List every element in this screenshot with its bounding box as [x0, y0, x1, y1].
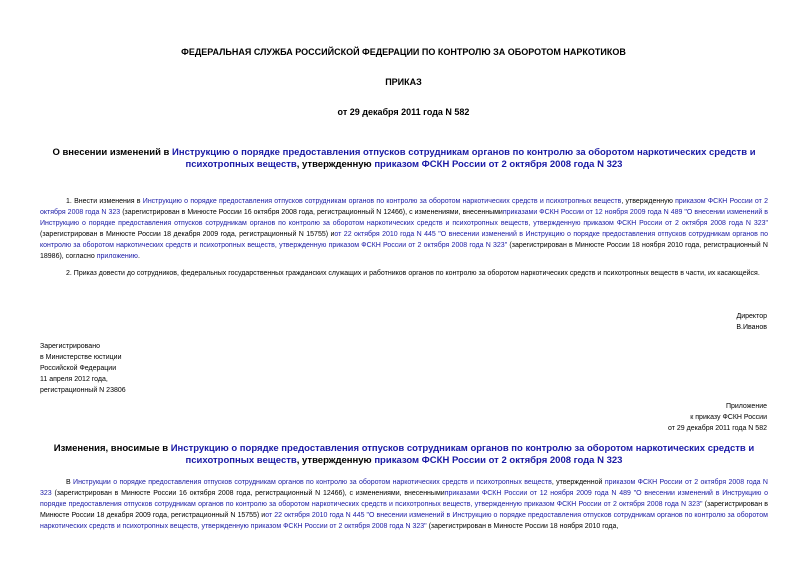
doc-date: от 29 декабря 2011 года N 582 [337, 107, 470, 117]
doc-type-heading: ПРИКАЗ [385, 77, 422, 87]
p1-link-order-445[interactable]: от 22 октября 2010 года N 445 "О внесении изменений в Инструкцию о порядке предоставления отпусков сотрудникам органов по контролю за оборотом наркотических средств и психотропных веществ, утвержденную приказом ФСКН России от 2 октября 2008 года N 323" [40, 231, 768, 249]
signature-name: В.Иванов [736, 324, 767, 331]
registration-line: 11 апреля 2012 года, [40, 376, 108, 383]
appendix-block [668, 401, 767, 434]
p3-text-4: (зарегистрирован в Минюсте России 18 декабря 2009 года, регистрационный N 15755) и [40, 501, 768, 519]
registration-line: в Министерстве юстиции [40, 354, 122, 361]
agency-heading: ФЕДЕРАЛЬНАЯ СЛУЖБА РОССИЙСКОЙ ФЕДЕРАЦИИ ПО КОНТРОЛЮ ЗА ОБОРОТОМ НАРКОТИКОВ [181, 47, 626, 57]
appendix-title [40, 443, 768, 467]
title-link-instruction[interactable]: Инструкцию о порядке предоставления отпусков сотрудникам органов по контролю за оборотом наркотических средств и психотропных веществ [172, 147, 756, 170]
p3-text-3: (зарегистрирован в Минюсте России 16 октября 2008 года, регистрационный N 12466), с изменениями, внесенными [51, 490, 445, 497]
p1-link-order-489[interactable]: приказами ФСКН России от 12 ноября 2009 года N 489 "О внесении изменений в Инструкцию о порядке предоставления отпусков сотрудникам органов по контролю за оборотом наркотических средств и психотропных веществ, утвержденную приказом ФСКН России от 2 октября 2008 года N 323" [40, 209, 768, 227]
p1-text-5: (зарегистрирован в Минюсте России 18 ноября 2010 года, регистрационный N 18986), согласно [40, 242, 768, 260]
p3-text-5: (зарегистрирован в Минюсте России 18 ноября 2010 года, [426, 523, 619, 530]
title2-link-instruction[interactable]: Инструкцию о порядке предоставления отпусков сотрудникам органов по контролю за оборотом наркотических средств и психотропных веществ [170, 443, 755, 466]
p3-link-order-489[interactable]: приказами ФСКН России от 12 ноября 2009 года N 489 "О внесении изменений в Инструкцию о порядке предоставления отпусков сотрудникам органов по контролю за оборотом наркотических средств и психотропных веществ, утвержденную приказом ФСКН России от 2 октября 2008 года N 323" [40, 490, 768, 508]
registration-line: регистрационный N 23806 [40, 387, 126, 394]
p3-text-1: В [66, 479, 74, 486]
p1-text-6: . [137, 253, 140, 260]
p1-link-appendix[interactable]: приложению [96, 253, 138, 260]
paragraph-1 [40, 196, 768, 262]
p1-link-instruction[interactable]: Инструкцию о порядке предоставления отпусков сотрудникам органов по контролю за оборотом наркотических средств и психотропных веществ [142, 198, 622, 205]
appendix-label: Приложение [725, 403, 767, 410]
p3-link-instruction[interactable]: Инструкции о порядке предоставления отпусков сотрудникам органов по контролю за оборотом наркотических средств и психотропных веществ [73, 479, 552, 486]
p1-text-1: 1. Внести изменения в [66, 198, 143, 205]
p3-link-order-445[interactable]: от 22 октября 2010 года N 445 "О внесении изменений в Инструкцию о порядке предоставления отпусков сотрудникам органов по контролю за оборотом наркотических средств и психотропных веществ, утвержденную приказом ФСКН России от 2 октября 2008 года N 323" [40, 512, 768, 530]
p3-text-2: , утвержденной [551, 479, 605, 486]
signature-block [736, 311, 767, 333]
p1-text-4: (зарегистрирован в Минюсте России 18 декабря 2009 года, регистрационный N 15755) и [40, 231, 335, 238]
registration-line: Зарегистрировано [40, 343, 100, 350]
title-link-order[interactable]: приказом ФСКН России от 2 октября 2008 года N 323 [374, 159, 623, 170]
appendix-line: к приказу ФСКН России [690, 414, 767, 421]
p3-link-order-323[interactable]: приказом ФСКН России от 2 октября 2008 года N 323 [40, 479, 768, 497]
title2-middle: , утвержденную [296, 455, 375, 466]
title-prefix: О внесении изменений в [52, 147, 173, 158]
appendix-line: от 29 декабря 2011 года N 582 [667, 425, 767, 432]
title2-prefix: Изменения, вносимые в [53, 443, 171, 454]
paragraph-3 [40, 477, 768, 565]
document-title [40, 147, 768, 171]
registration-line: Российской Федерации [40, 365, 117, 372]
title2-link-order[interactable]: приказом ФСКН России от 2 октября 2008 года N 323 [374, 455, 623, 466]
p1-link-order-323[interactable]: приказом ФСКН России от 2 октября 2008 года N 323 [40, 198, 769, 216]
p1-text-2: , утвержденную [621, 198, 676, 205]
title-middle: , утвержденную [296, 159, 375, 170]
signature-position: Директор [736, 313, 767, 320]
paragraph-2: 2. Приказ довести до сотрудников, федеральных государственных гражданских служащих и работников органов по контролю за оборотом наркотических средств и психотропных веществ в части, их касающейся. [66, 270, 760, 277]
p1-text-3: (зарегистрирован в Минюсте России 16 октября 2008 года, регистрационный N 12466), с изменениями, внесенными [120, 209, 503, 216]
registration-block [40, 341, 126, 396]
